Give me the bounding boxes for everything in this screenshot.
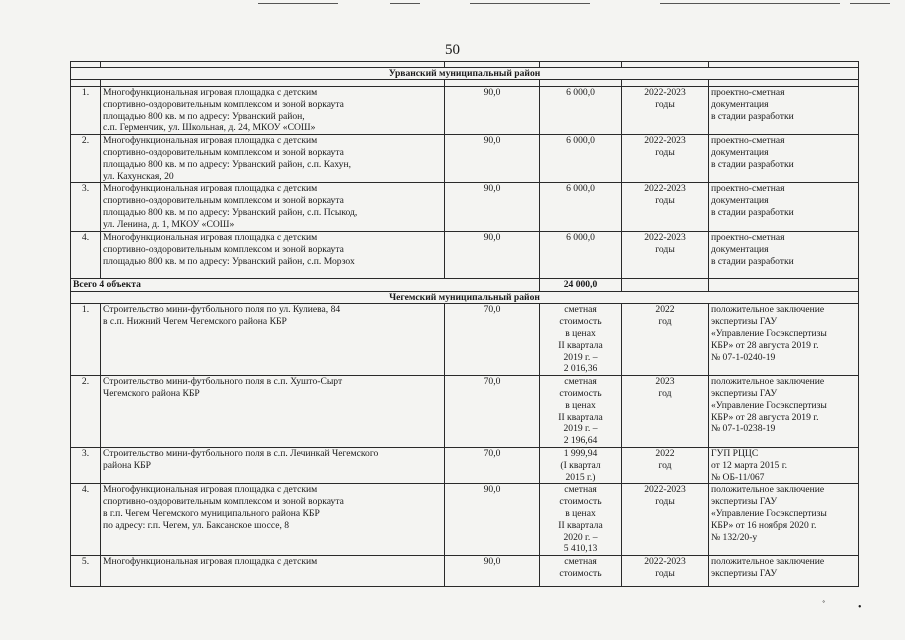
section-header-urvansky (71, 68, 859, 80)
object-cost: 1 999,94 (I квартал 2015 г.) (540, 447, 622, 483)
scan-artifact (390, 3, 420, 4)
object-cost: 6 000,0 (540, 232, 622, 279)
section-spacer (71, 80, 859, 87)
object-area: 70,0 (445, 376, 540, 448)
object-status: положительное заключение экспертизы ГАУ «Управление Госэкспертизы КБР» от 28 августа 2019 г. № 07-1-0238-19 (709, 376, 859, 448)
object-name: Многофункциональная игровая площадка с детским (101, 556, 445, 587)
object-name: Строительство мини-футбольного поля по ул. Кулиева, 84 в с.п. Нижний Чегем Чегемского района КБР (101, 304, 445, 376)
object-area: 90,0 (445, 183, 540, 232)
object-years: 2023 год (622, 376, 709, 448)
section-header-chegemsky (71, 292, 859, 304)
object-years: 2022-2023 годы (622, 183, 709, 232)
objects-table (70, 61, 859, 587)
object-area: 70,0 (445, 447, 540, 483)
table-row (71, 232, 859, 279)
object-name: Многофункциональная игровая площадка с детским спортивно-оздоровительным комплексом и зоной воркаута в г.п. Чегем Чегемского муниципального района КБР по адресу: г.п. Чегем, ул. Баксанское шоссе, 8 (101, 484, 445, 556)
object-name: Строительство мини-футбольного поля в с.п. Лечинкай Чегемского района КБР (101, 447, 445, 483)
object-years: 2022 год (622, 447, 709, 483)
table-row (71, 87, 859, 135)
object-status: положительное заключение экспертизы ГАУ «Управление Госэкспертизы КБР» от 28 августа 2019 г. № 07-1-0240-19 (709, 304, 859, 376)
object-area: 90,0 (445, 135, 540, 183)
object-cost: 6 000,0 (540, 183, 622, 232)
object-area: 90,0 (445, 87, 540, 135)
section-title: Чегемский муниципальный район (71, 292, 859, 304)
object-status: проектно-сметная документация в стадии разработки (709, 183, 859, 232)
scan-artifact (850, 3, 890, 4)
row-number: 2. (71, 135, 101, 183)
section-total-row (71, 279, 859, 292)
row-number: 3. (71, 183, 101, 232)
object-status: положительное заключение экспертизы ГАУ (709, 556, 859, 587)
object-years: 2022-2023 годы (622, 232, 709, 279)
object-name: Многофункциональная игровая площадка с детским спортивно-оздоровительным комплексом и зоной воркаута площадью 800 кв. м по адресу: Урванский район, с.п. Псыкод, ул. Ленина, д. 1, МКОУ «СОШ» (101, 183, 445, 232)
total-label: Всего 4 объекта (71, 279, 540, 292)
object-years: 2022-2023 годы (622, 135, 709, 183)
row-number: 4. (71, 484, 101, 556)
scan-artifact (258, 3, 338, 4)
object-years: 2022-2023 годы (622, 87, 709, 135)
object-cost: 6 000,0 (540, 87, 622, 135)
scan-artifact (660, 3, 840, 4)
row-number: 2. (71, 376, 101, 448)
scan-artifact: • (858, 602, 862, 613)
table-row (71, 484, 859, 556)
table-row (71, 376, 859, 448)
object-status: проектно-сметная документация в стадии разработки (709, 232, 859, 279)
table-row (71, 304, 859, 376)
section-title: Урванский муниципальный район (71, 68, 859, 80)
table-row (71, 447, 859, 483)
row-number: 4. (71, 232, 101, 279)
object-cost: сметная стоимость (540, 556, 622, 587)
total-cost: 24 000,0 (540, 279, 622, 292)
row-number: 1. (71, 87, 101, 135)
object-name: Многофункциональная игровая площадка с детским спортивно-оздоровительным комплексом и зоной воркаута площадью 800 кв. м по адресу: Урванский район, с.п. Морзох (101, 232, 445, 279)
object-area: 90,0 (445, 484, 540, 556)
object-status: ГУП РЦЦС от 12 марта 2015 г. № ОБ-11/067 (709, 447, 859, 483)
object-status: проектно-сметная документация в стадии разработки (709, 135, 859, 183)
object-area: 90,0 (445, 232, 540, 279)
row-number: 3. (71, 447, 101, 483)
object-cost: сметная стоимость в ценах II квартала 2019 г. – 2 196,64 (540, 376, 622, 448)
page-number: 50 (445, 42, 460, 58)
object-cost: сметная стоимость в ценах II квартала 2019 г. – 2 016,36 (540, 304, 622, 376)
object-cost: сметная стоимость в ценах II квартала 2020 г. – 5 410,13 (540, 484, 622, 556)
object-status: положительное заключение экспертизы ГАУ «Управление Госэкспертизы КБР» от 16 ноября 2020 г. № 132/20-у (709, 484, 859, 556)
object-area: 90,0 (445, 556, 540, 587)
object-years: 2022-2023 годы (622, 556, 709, 587)
object-years: 2022-2023 годы (622, 484, 709, 556)
table-row (71, 556, 859, 587)
table-row (71, 135, 859, 183)
object-name: Многофункциональная игровая площадка с детским спортивно-оздоровительным комплексом и зоной воркаута площадью 800 кв. м по адресу: Урванский район, с.п. Герменчик, ул. Школьная, д. 24, МКОУ «СОШ» (101, 87, 445, 135)
object-area: 70,0 (445, 304, 540, 376)
scan-artifact: ˚ (822, 600, 826, 611)
row-number: 1. (71, 304, 101, 376)
table-row (71, 183, 859, 232)
object-name: Строительство мини-футбольного поля в с.п. Хушто-Сырт Чегемского района КБР (101, 376, 445, 448)
row-number: 5. (71, 556, 101, 587)
object-status: проектно-сметная документация в стадии разработки (709, 87, 859, 135)
scan-artifact (470, 3, 590, 4)
object-years: 2022 год (622, 304, 709, 376)
object-name: Многофункциональная игровая площадка с детским спортивно-оздоровительным комплексом и зоной воркаута площадью 800 кв. м по адресу: Урванский район, с.п. Кахун, ул. Кахунская, 20 (101, 135, 445, 183)
object-cost: 6 000,0 (540, 135, 622, 183)
